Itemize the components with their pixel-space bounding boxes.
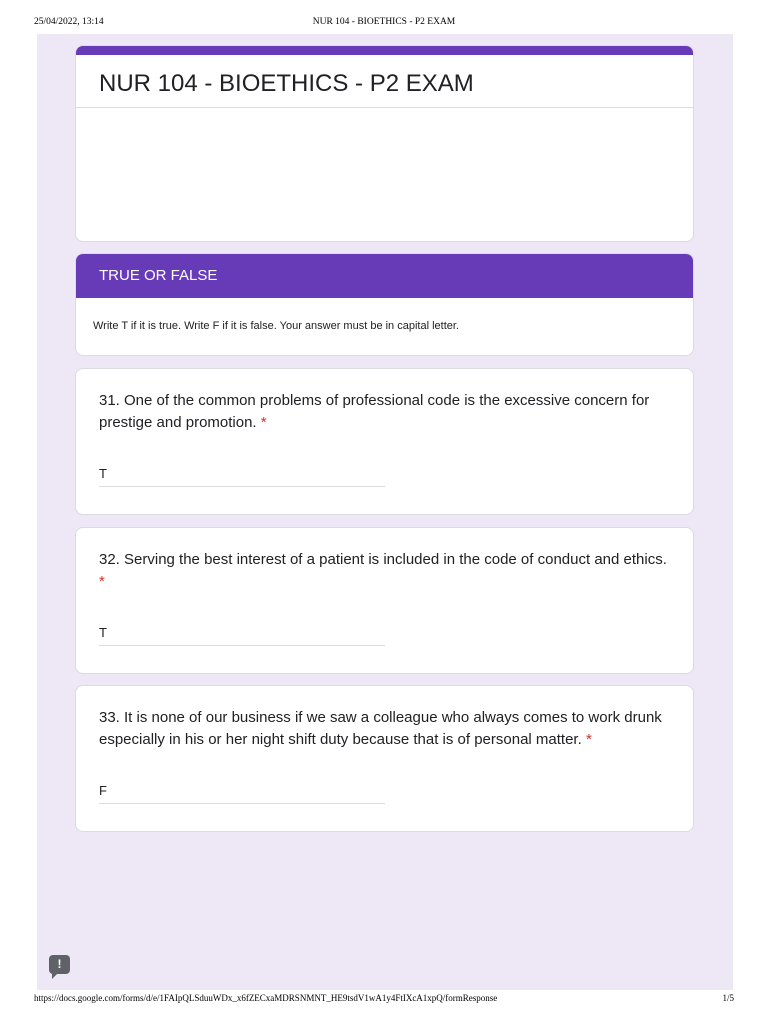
section-title: TRUE OR FALSE [76, 254, 693, 298]
question-card-31 [75, 368, 694, 515]
title-divider [76, 107, 693, 108]
answer-input[interactable]: T [99, 466, 107, 481]
feedback-glyph: ! [57, 957, 62, 971]
required-asterisk: * [99, 573, 105, 590]
required-asterisk: * [585, 731, 592, 748]
question-text [99, 390, 667, 434]
answer-input[interactable]: F [99, 783, 107, 798]
question-label: 32. Serving the best interest of a patient is included in the code of conduct and ethics. [99, 551, 667, 568]
answer-underline [99, 486, 385, 487]
section-card [75, 253, 694, 356]
print-title: NUR 104 - BIOETHICS - P2 EXAM [312, 17, 456, 27]
print-footer [0, 993, 768, 1007]
title-accent-bar [76, 46, 693, 55]
section-description: Write T if it is true. Write F if it is false. Your answer must be in capital letter. [93, 320, 459, 332]
question-label: 33. It is none of our business if we saw a colleague who always comes to work drunk especially in his or her night shift duty because that is of personal matter. [99, 709, 662, 748]
answer-underline [99, 803, 385, 804]
print-date: 25/04/2022, 13:14 [34, 17, 104, 27]
question-label: 31. One of the common problems of professional code is the excessive concern for prestige and promotion. [99, 392, 650, 431]
required-asterisk: * [260, 414, 267, 431]
answer-underline [99, 645, 385, 646]
question-card-33 [75, 685, 694, 832]
form-title: NUR 104 - BIOETHICS - P2 EXAM [99, 70, 474, 97]
answer-input[interactable]: T [99, 625, 107, 640]
page-number: 1/5 [722, 993, 734, 1003]
question-card-32 [75, 527, 694, 674]
print-header [0, 17, 768, 31]
question-text [99, 707, 667, 751]
print-url: https://docs.google.com/forms/d/e/1FAIpQLSduuWDx_x6fZECxaMDRSNMNT_HE9tsdV1wA1y4FtIXcA1xpQ/formResponse [34, 993, 498, 1003]
question-text [99, 549, 667, 593]
form-title-card [75, 45, 694, 242]
feedback-icon[interactable] [49, 955, 70, 974]
